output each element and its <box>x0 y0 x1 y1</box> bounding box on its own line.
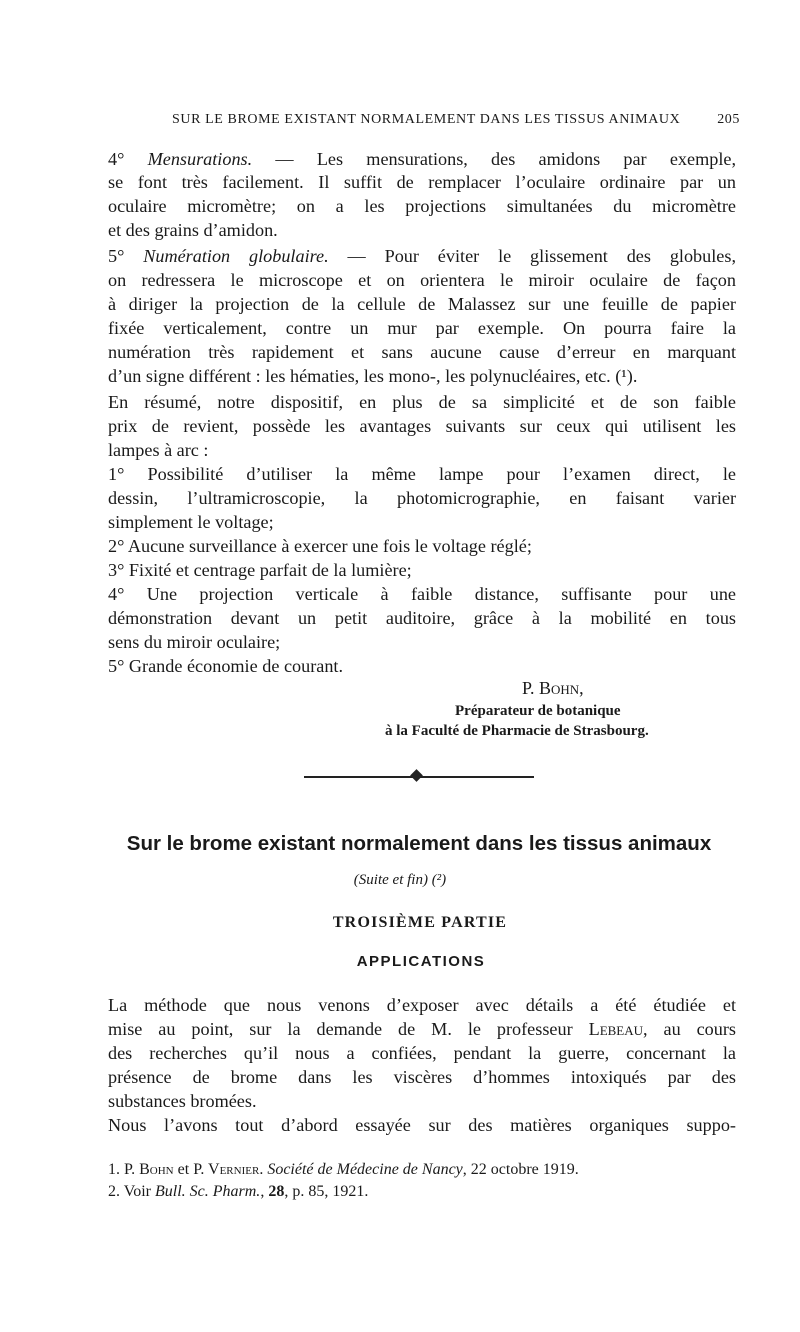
body-p2-line-1: Nous l’avons tout d’abord essayée sur des matières organiques suppo- <box>108 1115 736 1135</box>
running-header <box>108 112 740 132</box>
signature-place: à la Faculté de Pharmacie de Strasbourg. <box>385 723 649 739</box>
advantage-1-line-2: dessin, l’ultramicroscopie, la photomicrographie, en faisant varier <box>108 488 736 508</box>
divider-diamond-icon <box>410 769 423 782</box>
section-4-line-4: et des grains d’amidon. <box>108 220 278 240</box>
advantage-1-line-1: 1° Possibilité d’utiliser la même lampe pour l’examen direct, le <box>108 464 736 484</box>
summary-line-3: lampes à arc : <box>108 440 209 460</box>
summary-line-1: En résumé, notre dispositif, en plus de sa simplicité et de son faible <box>108 392 736 412</box>
signature-name: P. Bohn, <box>522 678 584 698</box>
page-number: 205 <box>717 112 740 127</box>
advantage-4-line-2: démonstration devant un petit auditoire, grâce à la mobilité en tous <box>108 608 736 628</box>
body-p1-line-2: mise au point, sur la demande de M. le professeur Lebeau, au cours <box>108 1019 737 1039</box>
article-title: Sur le brome existant normalement dans les tissus animaux <box>126 832 712 855</box>
body-p1-line-5: substances bromées. <box>108 1091 257 1111</box>
article-subtitle: (Suite et fin) (²) <box>353 872 447 888</box>
professor-name: Lebeau <box>588 1019 644 1039</box>
body-p1-line-3: des recherches qu’il nous a confiées, pendant la guerre, concernant la <box>108 1043 736 1063</box>
summary-line-2: prix de revient, possède les avantages suivants sur ceux qui utilisent les <box>108 416 736 436</box>
section-heading: APPLICATIONS <box>356 953 486 970</box>
section-5-line-3: à diriger la projection de la cellule de Malassez sur une feuille de papier <box>108 294 736 314</box>
footnote-2: 2. Voir Bull. Sc. Pharm., 28, p. 85, 1921. <box>108 1183 369 1200</box>
section-4-line-2: se font très facilement. Il suffit de remplacer l’oculaire ordinaire par un <box>108 172 736 192</box>
body-p1-line-1: La méthode que nous venons d’exposer avec détails a été étudiée et <box>108 995 736 1015</box>
advantage-1-line-3: simplement le voltage; <box>108 512 274 532</box>
advantage-2: 2° Aucune surveillance à exercer une fois le voltage réglé; <box>108 536 532 556</box>
section-5-line-1: 5° Numération globulaire. — Pour éviter le glissement des globules, <box>108 246 736 266</box>
section-5-title: Numération globulaire. <box>143 246 329 266</box>
advantage-4-line-3: sens du miroir oculaire; <box>108 632 281 652</box>
signature-role: Préparateur de botanique <box>455 703 621 719</box>
advantage-5: 5° Grande économie de courant. <box>108 656 344 676</box>
running-title: SUR LE BROME EXISTANT NORMALEMENT DANS LES TISSUS ANIMAUX <box>172 112 681 127</box>
section-5-line-5: numération très rapidement et sans aucune cause d’erreur en marquant <box>108 342 736 362</box>
section-4-line-3: oculaire micromètre; on a les projections simultanées du micromètre <box>108 196 736 216</box>
section-5-line-4: fixée verticalement, contre un mur par exemple. On pourra faire la <box>108 318 736 338</box>
section-5-line-6: d’un signe différent : les hématies, les mono-, les polynucléaires, etc. (¹). <box>108 366 638 386</box>
part-heading: TROISIÈME PARTIE <box>332 914 508 931</box>
advantage-4-line-1: 4° Une projection verticale à faible distance, suffisante pour une <box>108 584 736 604</box>
section-5-line-2: on redressera le microscope et on orientera le miroir oculaire de façon <box>108 270 736 290</box>
section-4-line-1: 4° Mensurations. — Les mensurations, des amidons par exemple, <box>108 149 736 169</box>
footnote-1: 1. P. Bohn et P. Vernier. Société de Médecine de Nancy, 22 octobre 1919. <box>108 1161 579 1178</box>
body-p1-line-4: présence de brome dans les viscères d’hommes intoxiqués par des <box>108 1067 736 1087</box>
advantage-3: 3° Fixité et centrage parfait de la lumière; <box>108 560 412 580</box>
section-4-title: Mensurations. <box>147 149 253 169</box>
